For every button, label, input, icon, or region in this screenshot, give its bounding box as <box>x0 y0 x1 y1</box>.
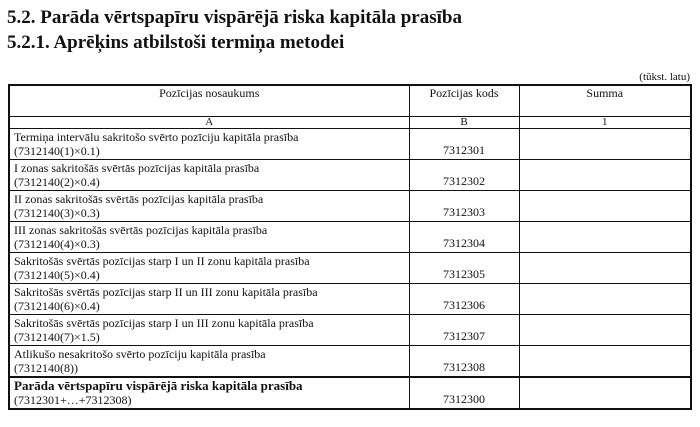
section-title: 5.2. Parāda vērtspapīru vispārējā riska kapitāla prasība <box>7 7 462 28</box>
total-sum-cell[interactable] <box>519 377 691 409</box>
letter-1: 1 <box>519 117 691 129</box>
table-row <box>9 346 691 378</box>
row-sum-cell[interactable] <box>519 160 691 191</box>
row-line1: Atlikušo nesakritošo svērto pozīciju kapitāla prasība <box>14 347 266 361</box>
unit-note: (tūkst. latu) <box>639 71 690 83</box>
total-line1: Parāda vērtspapīru vispārējā riska kapitāla prasība <box>14 378 303 393</box>
table-row <box>9 222 691 253</box>
header-sum: Summa <box>519 85 691 117</box>
row-line2: (7312140(3)×0.3) <box>14 206 100 220</box>
row-line2: (7312140(6)×0.4) <box>14 299 100 313</box>
row-name <box>9 222 409 253</box>
row-code: 7312302 <box>409 160 519 191</box>
row-code: 7312301 <box>409 129 519 160</box>
table-row <box>9 253 691 284</box>
row-line1: Termiņa intervālu sakritošo svērto pozīciju kapitāla prasība <box>14 130 299 144</box>
total-code: 7312300 <box>409 377 519 409</box>
table-row <box>9 284 691 315</box>
row-sum-cell[interactable] <box>519 346 691 378</box>
table-row <box>9 315 691 346</box>
row-line1: III zonas sakritošās svērtās pozīcijas kapitāla prasība <box>14 223 268 237</box>
row-line2: (7312140(7)×1.5) <box>14 330 100 344</box>
row-line2: (7312140(2)×0.4) <box>14 175 100 189</box>
row-name <box>9 284 409 315</box>
row-line2: (7312140(5)×0.4) <box>14 268 100 282</box>
row-sum-cell[interactable] <box>519 191 691 222</box>
table-row <box>9 191 691 222</box>
table-header-row <box>9 85 691 117</box>
row-code: 7312303 <box>409 191 519 222</box>
row-name <box>9 346 409 378</box>
row-code: 7312306 <box>409 284 519 315</box>
row-line1: I zonas sakritošās svērtās pozīcijas kapitāla prasība <box>14 161 260 175</box>
row-line2: (7312140(8)) <box>14 361 78 375</box>
column-letter-row <box>9 117 691 129</box>
row-line1: II zonas sakritošās svērtās pozīcijas kapitāla prasība <box>14 192 264 206</box>
row-name <box>9 253 409 284</box>
row-name <box>9 160 409 191</box>
row-code: 7312305 <box>409 253 519 284</box>
row-name <box>9 129 409 160</box>
total-name <box>9 377 409 409</box>
row-sum-cell[interactable] <box>519 253 691 284</box>
row-sum-cell[interactable] <box>519 129 691 160</box>
letter-b: B <box>409 117 519 129</box>
row-code: 7312308 <box>409 346 519 378</box>
letter-a: A <box>9 117 409 129</box>
row-line1: Sakritošās svērtās pozīcijas starp I un III zonu kapitāla prasība <box>14 316 314 330</box>
row-line1: Sakritošās svērtās pozīcijas starp II un III zonu kapitāla prasība <box>14 285 318 299</box>
row-name <box>9 191 409 222</box>
row-code: 7312307 <box>409 315 519 346</box>
total-row <box>9 377 691 409</box>
header-code: Pozīcijas kods <box>409 85 519 117</box>
subsection-title: 5.2.1. Aprēķins atbilstoši termiņa metodei <box>7 32 345 53</box>
row-sum-cell[interactable] <box>519 315 691 346</box>
table-row <box>9 129 691 160</box>
row-line1: Sakritošās svērtās pozīcijas starp I un II zonu kapitāla prasība <box>14 254 310 268</box>
table-row <box>9 160 691 191</box>
row-sum-cell[interactable] <box>519 222 691 253</box>
row-name <box>9 315 409 346</box>
total-line2: (7312301+…+7312308) <box>14 393 132 407</box>
row-sum-cell[interactable] <box>519 284 691 315</box>
capital-requirement-table <box>8 84 692 410</box>
row-line2: (7312140(1)×0.1) <box>14 144 100 158</box>
row-line2: (7312140(4)×0.3) <box>14 237 100 251</box>
row-code: 7312304 <box>409 222 519 253</box>
header-name: Pozīcijas nosaukums <box>9 85 409 117</box>
